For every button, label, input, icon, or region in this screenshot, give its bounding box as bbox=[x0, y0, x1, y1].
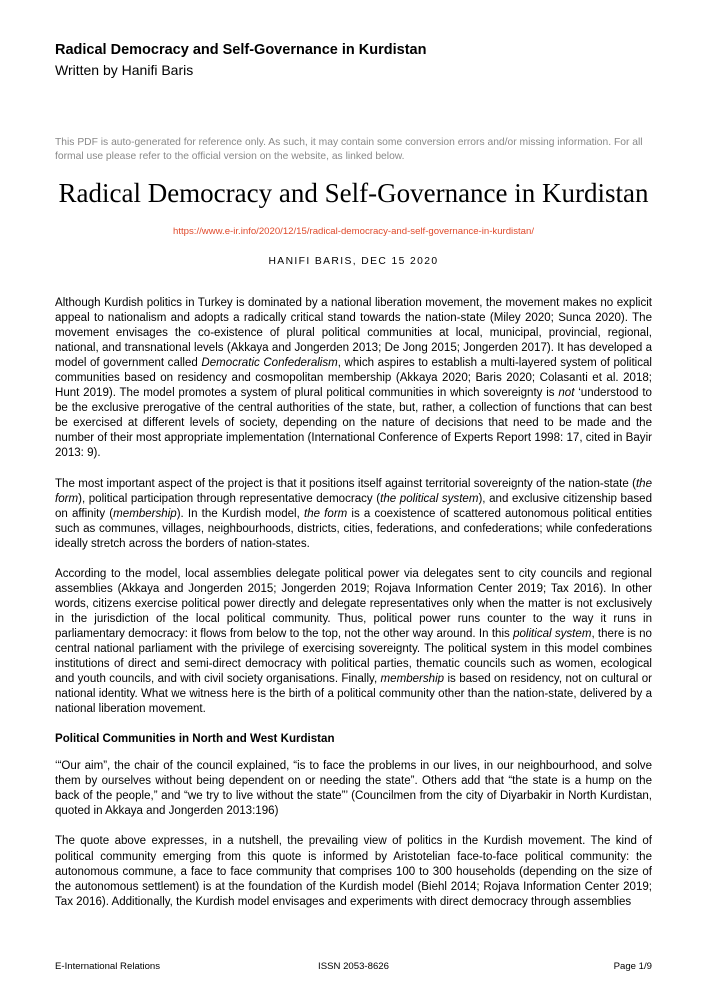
article-url-link[interactable]: https://www.e-ir.info/2020/12/15/radical-democracy-and-self-governance-in-kurdistan/ bbox=[172, 226, 534, 237]
header-title: Radical Democracy and Self-Governance in Kurdistan bbox=[55, 42, 427, 58]
article-title: Radical Democracy and Self-Governance in Kurdistan bbox=[58, 178, 649, 208]
footer-issn: ISSN 2053-8626 bbox=[318, 961, 389, 972]
paragraph-4-quote: ‘“Our aim”, the chair of the council explained, “is to face the problems in our lives, in our neighbourhood, and solve them by ourselves without being dependent on or needing the state”. Others add that “the state is a hump on the back of the people,” and “we try to live without the state”’ (Councilmen from the city of Diyarbakir in North Kurdistan, quoted in Akkaya and Jongerden 2013:196) bbox=[55, 760, 652, 818]
footer-publisher: E-International Relations bbox=[55, 961, 161, 972]
article-byline: HANIFI BARIS, DEC 15 2020 bbox=[268, 256, 439, 267]
paragraph-1: Although Kurdish politics in Turkey is dominated by a national liberation movement, the movement makes no explicit appeal to nationalism and adopts a radically critical stand towards the nation-state (Miley 2020; Sunca 2020). The movement envisages the co-existence of plural political communities at local, municipal, provincial, regional, national, and transnational levels (Akkaya and Jongerden 2013; De Jong 2015; Jongerden 2017). It has developed a model of government called Democratic Confederalism, which aspires to establish a multi-layered system of political communities based on residency and cosmopolitan membership (Akkaya 2020; Baris 2020; Colasanti et al. 2018; Hunt 2019). The model promotes a system of plural political communities in which sovereignty is not ‘understood to be the exclusive prerogative of the central authorities of the state, but, rather, a collection of functions that can best be exercised at different levels of society, depending on the nature of decisions that need to be made and the number of their most appropriate implementation (International Conference of Experts Report 1998: 17, cited in Bayir 2013: 9). bbox=[55, 297, 652, 460]
article-body bbox=[55, 296, 652, 925]
section-heading: Political Communities in North and West Kurdistan bbox=[55, 733, 335, 746]
header-author: Written by Hanifi Baris bbox=[55, 62, 194, 78]
paragraph-5: The quote above expresses, in a nutshell, the prevailing view of politics in the Kurdish movement. The kind of political community emerging from this quote is informed by Aristotelian face-to-face political community: the autonomous commune, a face to face community that comprises 100 to 300 households (depending on the size of the autonomous settlement) is at the foundation of the Kurdish model (Biehl 2014; Rojava Information Center 2019; Tax 2016). Additionally, the Kurdish model envisages and experiments with direct democracy through assemblies bbox=[55, 835, 652, 908]
pdf-disclaimer: This PDF is auto-generated for reference only. As such, it may contain some conversion errors and/or missing information. For all formal use please refer to the official version on the website, as linked below. bbox=[55, 137, 643, 162]
paragraph-2: The most important aspect of the project is that it positions itself against territorial sovereignty of the nation-state (the form), political participation through representative democracy (the political system), and exclusive citizenship based on affinity (membership). In the Kurdish model, the form is a coexistence of scattered autonomous political entities such as communes, villages, neighbourhoods, districts, cities, federations, and confederations; while confederations ideally stretch across the borders of nation-states. bbox=[55, 477, 652, 550]
paragraph-3: According to the model, local assemblies delegate political power via delegates sent to city councils and regional assemblies (Akkaya and Jongerden 2015; Jongerden 2019; Rojava Information Center 2019; Tax 2016). In other words, citizens exercise political power directly and delegate representatives only when the matter is not exclusively in the jurisdiction of the local political community. Thus, political power runs counter to the way it runs in parliamentary democracy: it flows from below to the top, not the other way around. In this political system, there is no central national parliament with the privilege of exercising sovereignty. The political system in this model combines institutions of direct and semi-direct democracy with political parties, thematic councils such as women, ecological and youth councils, and with civil society organisations. Finally, membership is based on residency, not on cultural or national identity. What we witness here is the birth of a political community other than the nation-state, delivered by a national liberation movement. bbox=[55, 567, 652, 716]
footer-page-number: Page 1/9 bbox=[613, 961, 652, 972]
